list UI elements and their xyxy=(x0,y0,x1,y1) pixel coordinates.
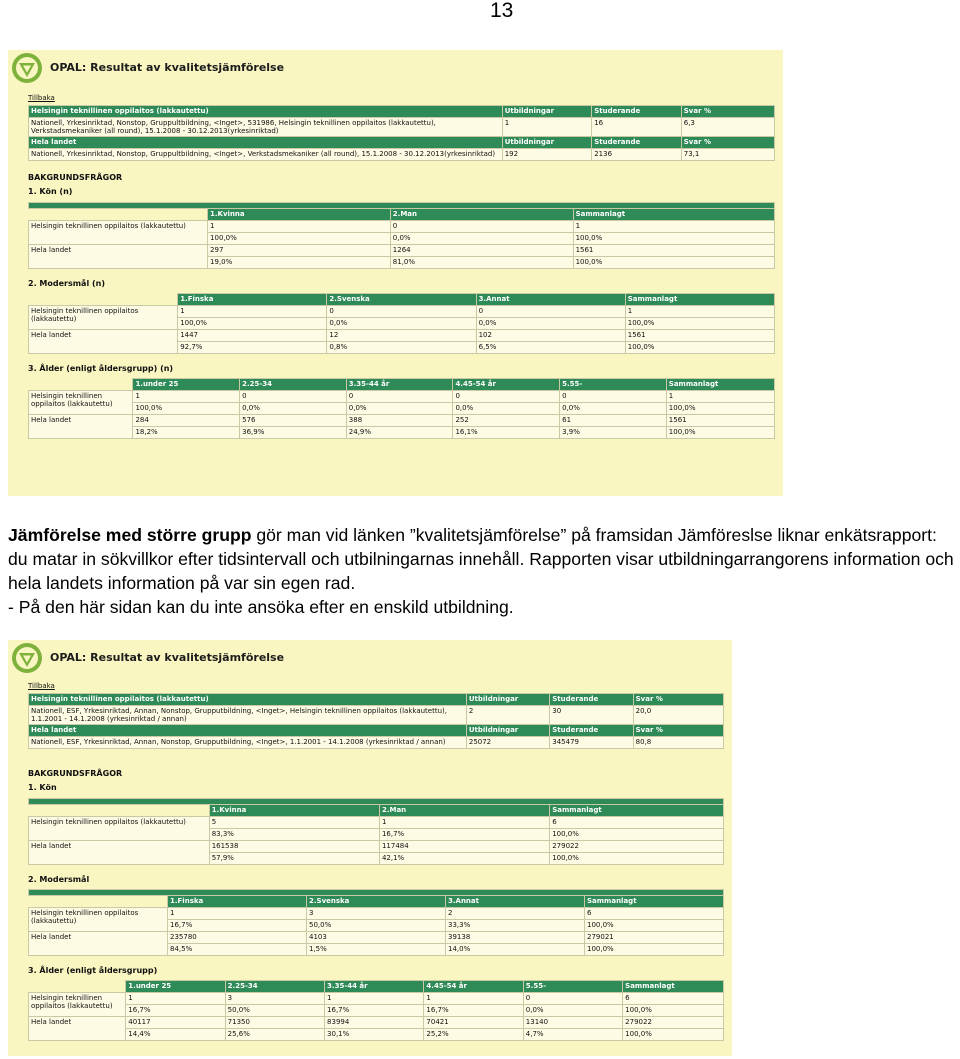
opal-title: OPAL: Resultat av kvalitetsjämförelse xyxy=(50,650,285,664)
body-paragraph xyxy=(8,523,958,619)
alder-heading: 3. Ålder (enligt åldersgrupp) xyxy=(28,965,158,975)
back-link[interactable]: Tillbaka xyxy=(28,682,55,690)
body-line-1: gör man vid länken ”kvalitetsjämförelse” på framsidan Jämföreslse liknar enkätsrapport: du matar in sökvillkor efter tidsintervall och utbilningarnas innehåll. Rapporten visar utbildningarrangorens information och hela landets information på var sin egen rad. xyxy=(8,525,954,593)
opal-screenshot-2 xyxy=(8,640,732,1056)
modersmal-table: 1.Finska 2.Svenska 3.Annat Sammanlagt Helsingin teknillinen oppilaitos (lakkautettu) 1 0 0 1 100,0% 0,0% 0,0% 100,0% Hela landet 1447 12 102 1561 92,7% 0,8% 6,5% 100,0% xyxy=(28,293,775,354)
opal-title: OPAL: Resultat av kvalitetsjämförelse xyxy=(50,60,285,74)
kon-heading: 1. Kön (n) xyxy=(28,187,73,197)
modersmal-heading: 2. Modersmål (n) xyxy=(28,278,105,288)
summary-table: Helsingin teknillinen oppilaitos (lakkautettu) Utbildningar Studerande Svar % Nationell, ESF, Yrkesinriktad, Annan, Nonstop, Grupputbildning, <Inget>, Helsingin teknillinen oppilaitos (lakkautettu), 1.1.2001 - 14.1.2008 (yrkesinriktad / annan) 2 30 20,0 Hela landet Utbildningar Studerande Svar % Nationell, ESF, Yrkesinriktad, Annan, Nonstop, Grupputbildning, <Inget>, 1.1.2001 - 14.1.2008 (yrkesinriktad / annan) 25072 345479 80,8 xyxy=(28,693,724,749)
opal-header xyxy=(8,50,783,84)
modersmal-heading: 2. Modersmål xyxy=(28,874,90,884)
kon-table: 1.Kvinna 2.Man Sammanlagt Helsingin teknillinen oppilaitos (lakkautettu) 1 0 1 100,0% 0,0% 100,0% Hela landet 297 1264 1561 19,0% 81,0% 100,0% xyxy=(28,202,775,269)
opal-screenshot-1 xyxy=(8,50,783,496)
alder-table: 1.under 25 2.25-34 3.35-44 år 4.45-54 år 5.55- Sammanlagt Helsingin teknillinen oppilaitos (lakkautettu) 1 3 1 1 0 6 16,7% 50,0% 16,7% 16,7% 0,0% 100,0% Hela landet 40117 71350 83994 70421 13140 279022 14,4% 25,6% 30,1% 25,2% 4,7% 100,0% xyxy=(28,980,724,1041)
alder-heading: 3. Ålder (enligt åldersgrupp) (n) xyxy=(28,363,174,373)
opal-header xyxy=(8,640,732,674)
body-line-2: - På den här sidan kan du inte ansöka efter en enskild utbildning. xyxy=(8,597,514,617)
opal-logo-icon xyxy=(10,51,44,85)
alder-table: 1.under 25 2.25-34 3.35-44 år 4.45-54 år 5.55- Sammanlagt Helsingin teknillinen oppilaitos (lakkautettu) 1 0 0 0 0 1 100,0% 0,0% 0,0% 0,0% 0,0% 100,0% Hela landet 284 576 388 252 61 1561 18,2% 36,9% 24,9% 16,1% 3,9% 100,0% xyxy=(28,378,775,439)
bakgrund-heading: BAKGRUNDSFRÅGOR xyxy=(28,769,123,779)
page-number: 13 xyxy=(490,0,514,22)
bakgrund-heading: BAKGRUNDSFRÅGOR xyxy=(28,173,123,183)
modersmal-table: 1.Finska 2.Svenska 3.Annat Sammanlagt Helsingin teknillinen oppilaitos (lakkautettu) 1 3 2 6 16,7% 50,0% 33,3% 100,0% Hela landet 235780 4103 39138 279021 84,5% 1,5% 14,0% 100,0% xyxy=(28,889,724,956)
back-link[interactable]: Tillbaka xyxy=(28,94,55,102)
opal-logo-icon xyxy=(10,641,44,675)
kon-heading: 1. Kön xyxy=(28,783,57,793)
body-bold-lead: Jämförelse med större grupp xyxy=(8,525,252,545)
kon-table: 1.Kvinna 2.Man Sammanlagt Helsingin teknillinen oppilaitos (lakkautettu) 5 1 6 83,3% 16,7% 100,0% Hela landet 161538 117484 279022 57,9% 42,1% 100,0% xyxy=(28,798,724,865)
summary-table: Helsingin teknillinen oppilaitos (lakkautettu) Utbildningar Studerande Svar % Nationell, Yrkesinriktad, Nonstop, Gruppultbildning, <Inget>, 531986, Helsingin teknillinen oppilaitos (lakkautettu), Verkstadsmekaniker (all round), 15.1.2008 - 30.12.2013(yrkesinriktad) 1 16 6,3 Hela landet Utbildningar Studerande Svar % Nationell, Yrkesinriktad, Nonstop, Gruppultbildning, <Inget>, Verkstadsmekaniker (all round), 15.1.2008 - 30.12.2013(yrkesinriktad) 192 2136 73,1 xyxy=(28,105,775,161)
